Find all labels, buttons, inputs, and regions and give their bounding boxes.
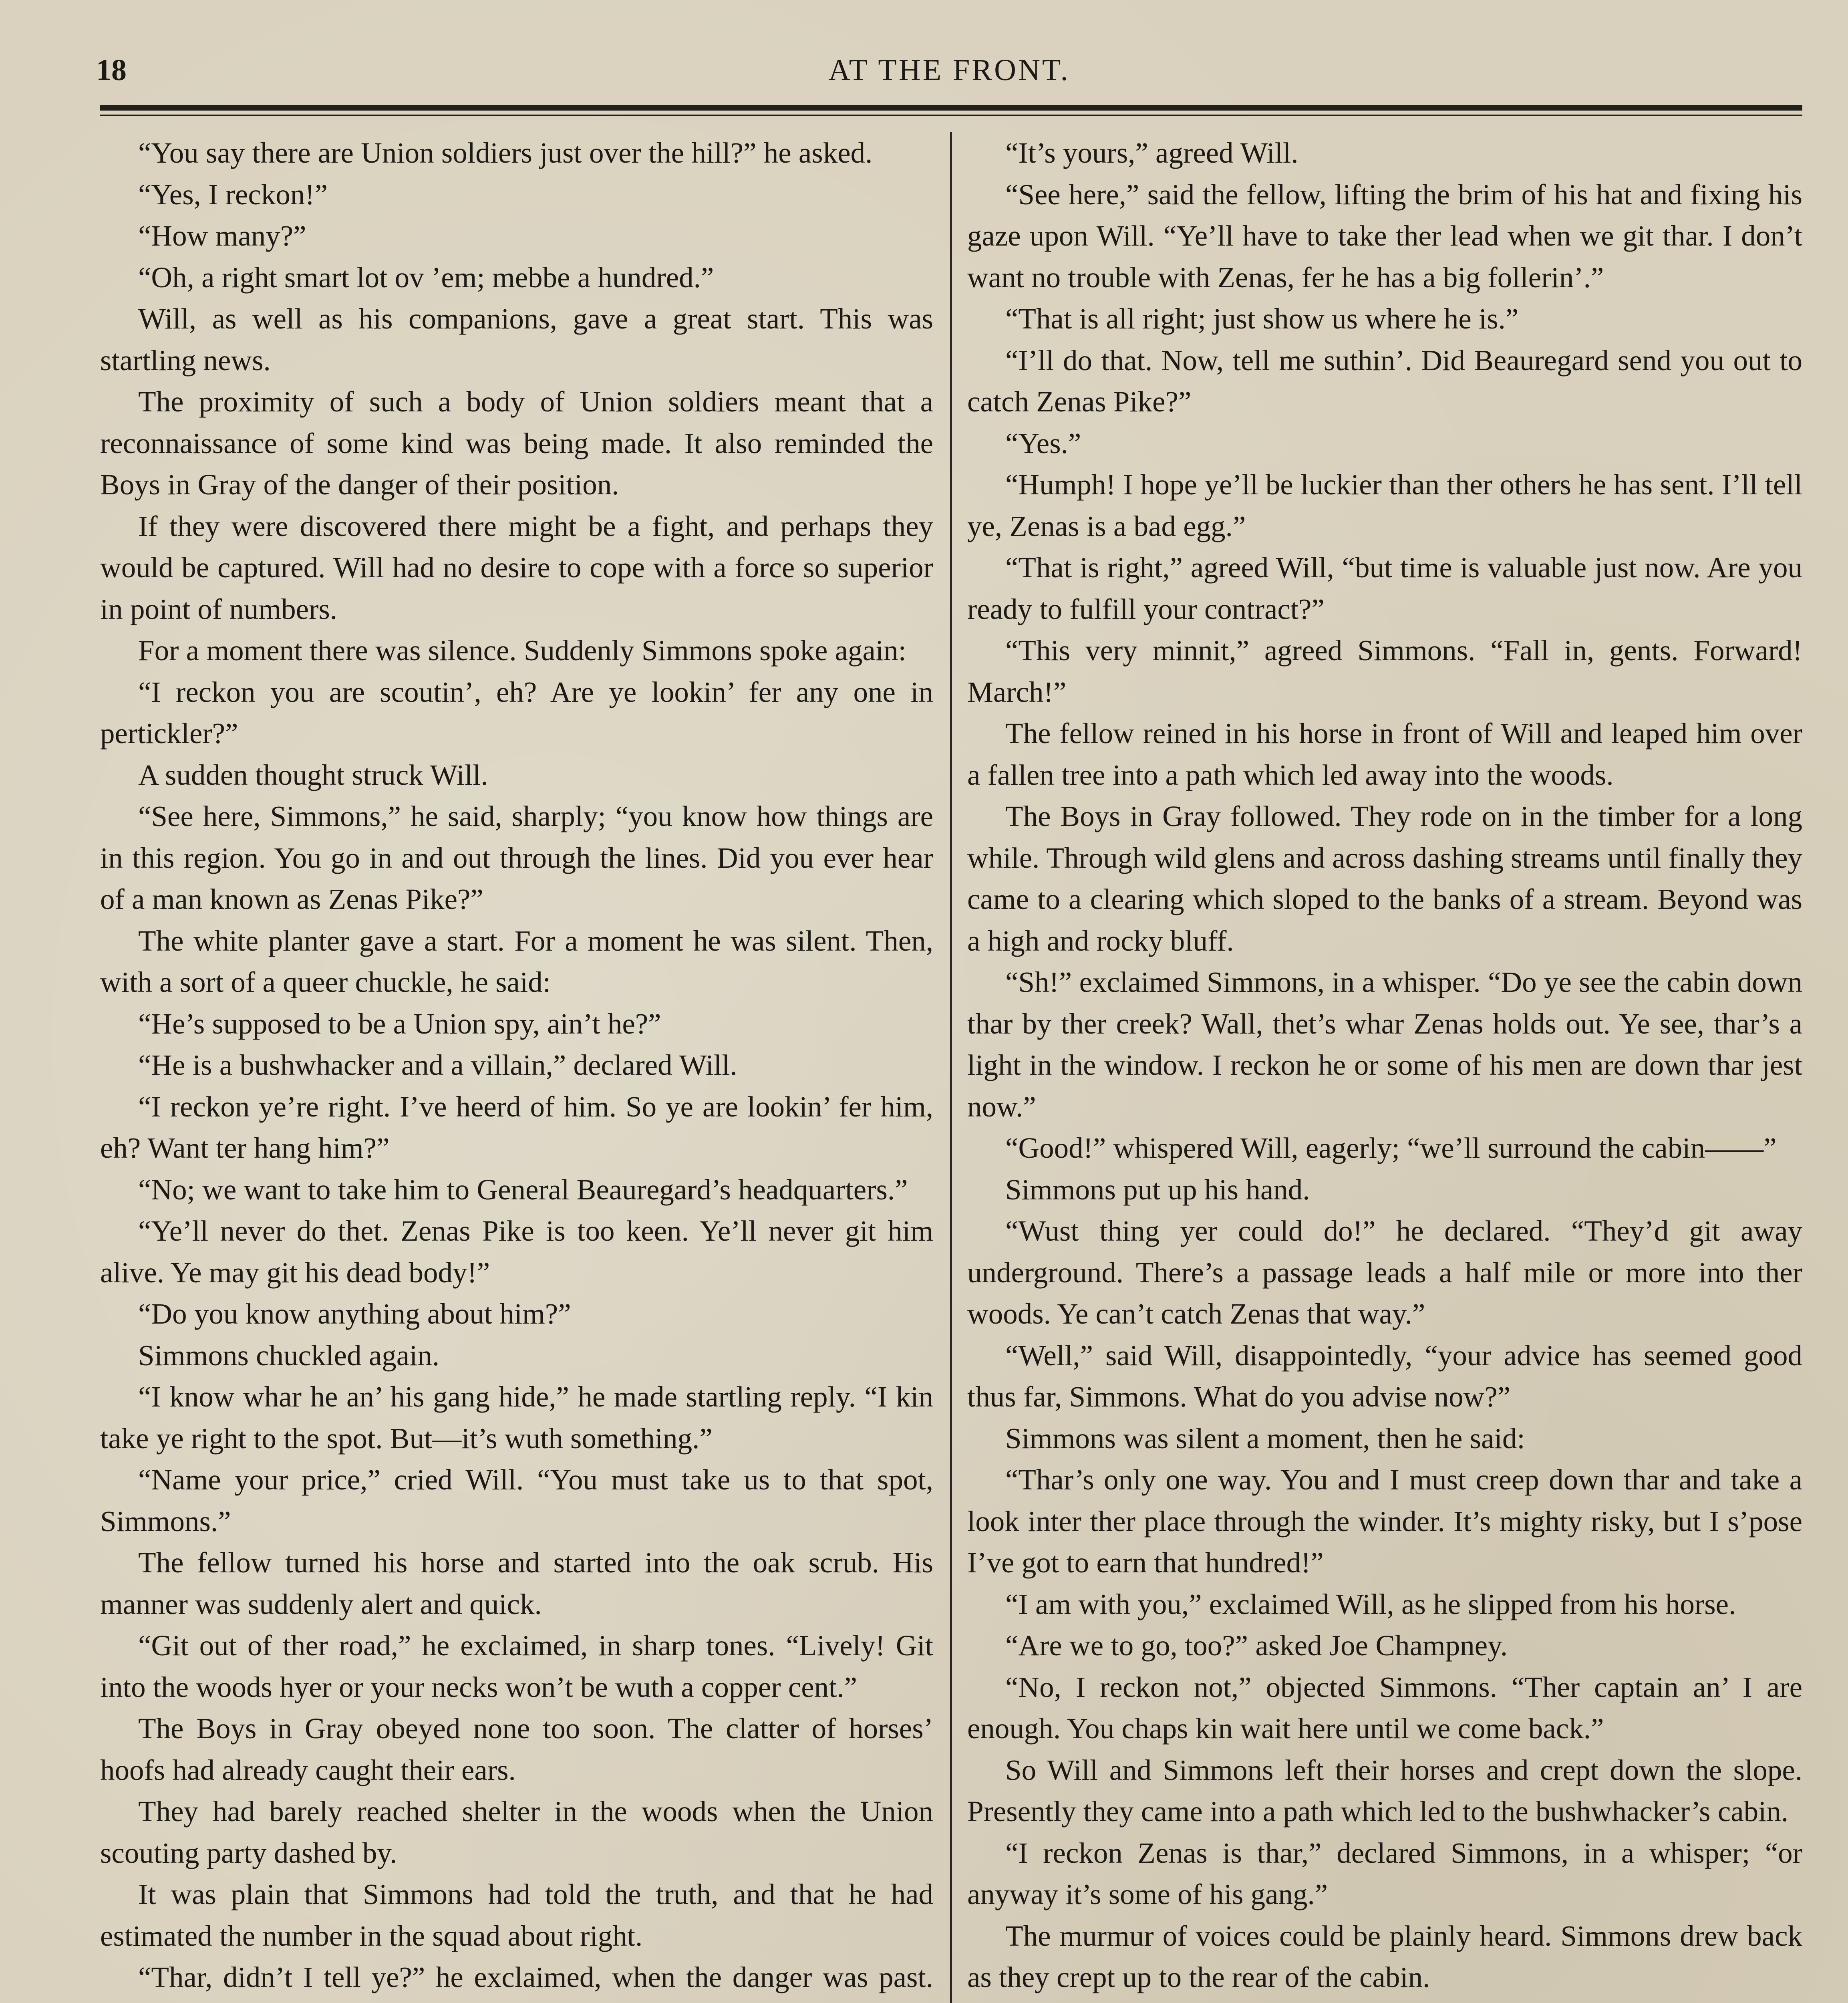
paragraph: Will, as well as his companions, gave a great start. This was startling news.	[100, 302, 933, 377]
paragraph: “Good!” whispered Will, eagerly; “we’ll surround the cabin——”	[1005, 1132, 1777, 1164]
paragraph: “He is a bushwhacker and a villain,” declared Will.	[138, 1049, 737, 1081]
paragraph: “This very minnit,” agreed Simmons. “Fall in, gents. Forward! March!”	[967, 634, 1802, 708]
paragraph: A sudden thought struck Will.	[138, 758, 488, 791]
paragraph: “I’ll do that. Now, tell me suthin’. Did Beauregard send you out to catch Zenas Pike?”	[967, 344, 1802, 418]
paragraph: “I reckon you are scoutin’, eh? Are ye lookin’ fer any one in pertickler?”	[100, 675, 933, 750]
paragraph: “He’s supposed to be a Union spy, ain’t he?”	[138, 1007, 661, 1040]
paragraph: “How many?”	[138, 220, 306, 252]
paragraph: “That is all right; just show us where he is.”	[1005, 302, 1519, 335]
paragraph: “I am with you,” exclaimed Will, as he slipped from his horse.	[1005, 1588, 1736, 1620]
paragraph: “Name your price,” cried Will. “You must take us to that spot, Simmons.”	[100, 1463, 933, 1538]
paragraph: “It’s yours,” agreed Will.	[1005, 137, 1298, 169]
paragraph: “Thar’s only one way. You and I must creep down thar and take a look inter ther place through the winder. It’s mighty risky, but I s’pose I’ve got to earn that hundred!”	[967, 1463, 1802, 1579]
left-column	[100, 132, 933, 2003]
paragraph: “You say there are Union soldiers just over the hill?” he asked.	[138, 137, 873, 169]
paragraph: The fellow turned his horse and started into the oak scrub. His manner was suddenly alert and quick.	[100, 1546, 933, 1620]
paragraph: “Ye’ll never do thet. Zenas Pike is too keen. Ye’ll never git him alive. Ye may git his dead body!”	[100, 1215, 933, 1289]
paragraph: Simmons put up his hand.	[1005, 1173, 1310, 1206]
paragraph: “Oh, a right smart lot ov ’em; mebbe a hundred.”	[138, 261, 714, 294]
paragraph: They had barely reached shelter in the woods when the Union scouting party dashed by.	[100, 1795, 933, 1869]
paragraph: “See here, Simmons,” he said, sharply; “you know how things are in this region. You go in and out through the lines. Did you ever hear of a man known as Zenas Pike?”	[100, 800, 933, 915]
header-rule-thick	[100, 105, 1802, 111]
paragraph: “Well,” said Will, disappointedly, “your advice has seemed good thus far, Simmons. What do you advise now?”	[967, 1339, 1802, 1413]
paragraph: “Wust thing yer could do!” he declared. “They’d git away underground. There’s a passage leads a half mile or more into ther woods. Ye can’t catch Zenas that way.”	[967, 1215, 1802, 1330]
header-rule-thin	[100, 115, 1802, 116]
page-number: 18	[96, 53, 127, 87]
paragraph: For a moment there was silence. Suddenly Simmons spoke again:	[138, 634, 906, 667]
paragraph: “Yes.”	[1005, 427, 1081, 459]
paragraph: “Do you know anything about him?”	[138, 1298, 571, 1330]
column-divider	[950, 132, 952, 2003]
paragraph: Simmons chuckled again.	[138, 1339, 440, 1372]
paragraph: “I know whar he an’ his gang hide,” he made startling reply. “I kin take ye right to the spot. But—it’s wuth something.”	[100, 1380, 933, 1455]
running-title: AT THE FRONT.	[828, 53, 1070, 87]
paragraph: “Sh!” exclaimed Simmons, in a whisper. “Do ye see the cabin down thar by ther creek? Wall, thet’s whar Zenas holds out. Ye see, thar’s a light in the window. I reckon he or some of his men are down thar jest now.”	[967, 966, 1802, 1123]
paragraph: If they were discovered there might be a fight, and perhaps they would be captured. Will had no desire to cope with a force so superior in point of numbers.	[100, 510, 933, 625]
paragraph: “No, I reckon not,” objected Simmons. “Ther captain an’ I are enough. You chaps kin wait here until we come back.”	[967, 1671, 1802, 1745]
paragraph: “Humph! I hope ye’ll be luckier than ther others he has sent. I’ll tell ye, Zenas is a bad egg.”	[967, 468, 1802, 542]
right-column	[967, 132, 1802, 2003]
page-header	[96, 48, 1802, 92]
paragraph: It was plain that Simmons had told the truth, and that he had estimated the number in the squad about right.	[100, 1878, 933, 1952]
paragraph: “Git out of ther road,” he exclaimed, in sharp tones. “Lively! Git into the woods hyer or your necks won’t be wuth a copper cent.”	[100, 1629, 933, 1703]
paragraph: The murmur of voices could be plainly heard. Simmons drew back as they crept up to the rear of the cabin.	[967, 1919, 1802, 1993]
paragraph: The fellow reined in his horse in front of Will and leaped him over a fallen tree into a path which led away into the woods.	[967, 717, 1802, 791]
paragraph: “Yes, I reckon!”	[138, 178, 328, 211]
paragraph: “I reckon ye’re right. I’ve heerd of him. So ye are lookin’ fer him, eh? Want ter hang him?”	[100, 1090, 933, 1164]
paragraph: The white planter gave a start. For a moment he was silent. Then, with a sort of a queer chuckle, he said:	[100, 924, 933, 998]
paragraph	[967, 1998, 1802, 2003]
paragraph: “Are we to go, too?” asked Joe Champney.	[1005, 1629, 1508, 1662]
paragraph: “No; we want to take him to General Beauregard’s headquarters.”	[138, 1173, 908, 1206]
paragraph: The Boys in Gray followed. They rode on in the timber for a long while. Through wild glens and across dashing streams until finally they came to a clearing which sloped to the banks of a stream. Beyond was a high and rocky bluff.	[967, 800, 1802, 957]
paragraph: “That is right,” agreed Will, “but time is valuable just now. Are you ready to fulfill your contract?”	[967, 551, 1802, 625]
paragraph: “I reckon Zenas is thar,” declared Simmons, in a whisper; “or anyway it’s some of his gang.”	[967, 1836, 1802, 1910]
paragraph: Simmons was silent a moment, then he said:	[1005, 1422, 1525, 1455]
paragraph: “Thar, didn’t I tell ye?” he exclaimed, when the danger was past.	[138, 1961, 933, 1993]
paragraph: So Will and Simmons left their horses and crept down the slope. Presently they came into a path which led to the bushwhacker’s cabin.	[967, 1753, 1802, 1828]
paragraph: “See here,” said the fellow, lifting the brim of his hat and fixing his gaze upon Will. “Ye’ll have to take ther lead when we git thar. I don’t want no trouble with Zenas, fer he has a big follerin’.”	[967, 178, 1802, 294]
paragraph: The Boys in Gray obeyed none too soon. The clatter of horses’ hoofs had already caught their ears.	[100, 1712, 933, 1786]
paragraph: The proximity of such a body of Union soldiers meant that a reconnaissance of some kind was being made. It also reminded the Boys in Gray of the danger of their position.	[100, 385, 933, 501]
